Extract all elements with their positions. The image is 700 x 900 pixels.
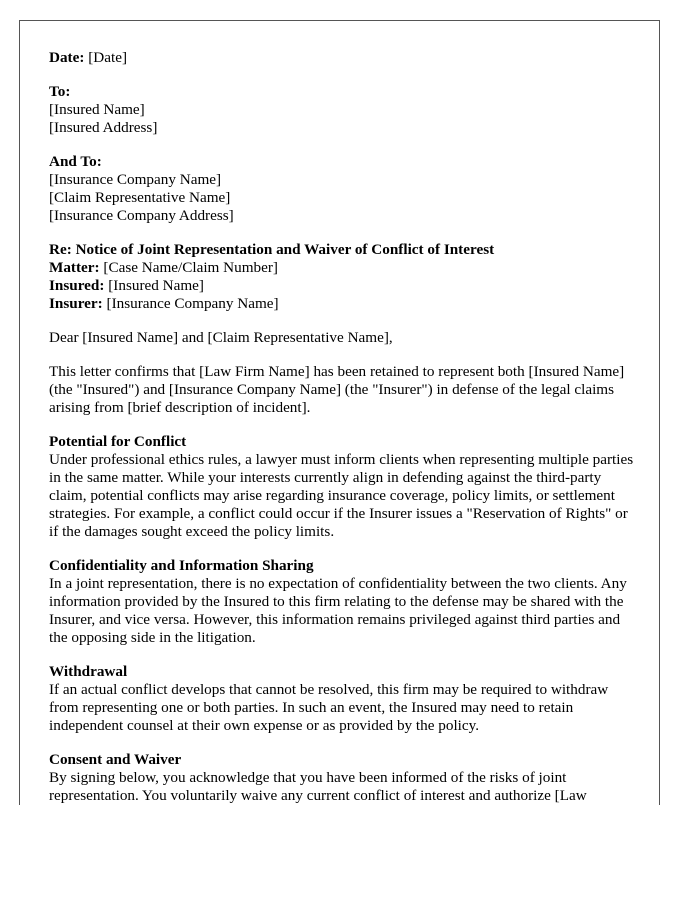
insurance-company-name: [Insurance Company Name] — [49, 171, 222, 188]
salutation: Dear [Insured Name] and [Claim Representative Name], — [49, 329, 393, 346]
intro-paragraph: This letter confirms that [Law Firm Name] has been retained to represent both [Insured Name] (the "Insured") and [Insurance Company Name] (the "Insurer") in defense of the legal claims arising from [brief description of incident]. — [49, 363, 625, 416]
and-to-block — [49, 153, 639, 225]
matter-line — [49, 259, 639, 277]
insured-label: Insured: — [49, 277, 105, 294]
section-consent-waiver — [49, 751, 639, 805]
section-heading: Withdrawal — [49, 663, 128, 680]
insurer-label: Insurer: — [49, 295, 103, 312]
insured-name: [Insured Name] — [49, 101, 145, 118]
section-heading: Confidentiality and Information Sharing — [49, 557, 314, 574]
claim-representative-name: [Claim Representative Name] — [49, 189, 231, 206]
and-to-label: And To: — [49, 153, 102, 170]
insurance-company-address: [Insurance Company Address] — [49, 207, 234, 224]
to-label: To: — [49, 83, 71, 100]
section-potential-conflict — [49, 433, 639, 541]
section-withdrawal — [49, 663, 639, 735]
date-label: Date: — [49, 49, 85, 66]
section-body: Under professional ethics rules, a lawyer must inform clients when representing multiple parties in the same matter. While your interests currently align in defending against the third-party claim, potential conflicts may arise regarding insurance coverage, policy limits, or settlement strategies. For example, a conflict could occur if the Insurer issues a "Reservation of Rights" or if the damages sought exceed the policy limits. — [49, 451, 634, 540]
date-block — [49, 49, 639, 67]
insurer-line — [49, 295, 639, 313]
matter-label: Matter: — [49, 259, 100, 276]
section-heading: Potential for Conflict — [49, 433, 187, 450]
date-value: [Date] — [88, 49, 128, 66]
letter-page — [19, 20, 660, 805]
re-block — [49, 241, 639, 313]
insured-line — [49, 277, 639, 295]
matter-value: [Case Name/Claim Number] — [103, 259, 278, 276]
to-block — [49, 83, 639, 137]
section-body: If an actual conflict develops that cannot be resolved, this firm may be required to withdraw from representing one or both parties. In such an event, the Insured may need to retain independent counsel at their own expense or as provided by the policy. — [49, 681, 609, 734]
re-subject: Re: Notice of Joint Representation and Waiver of Conflict of Interest — [49, 241, 495, 258]
section-heading: Consent and Waiver — [49, 751, 182, 768]
letter-content — [49, 49, 639, 805]
insured-address: [Insured Address] — [49, 119, 158, 136]
section-body: By signing below, you acknowledge that you have been informed of the risks of joint representation. You voluntarily waive any current conflict of interest and authorize [Law — [49, 769, 587, 804]
section-body: In a joint representation, there is no expectation of confidentiality between the two clients. Any information provided by the Insured to this firm relating to the defense may be shared with the Insurer, and vice versa. However, this information remains privileged against third parties and the opposing side in the litigation. — [49, 575, 627, 646]
insurer-value: [Insurance Company Name] — [106, 295, 279, 312]
section-confidentiality — [49, 557, 639, 647]
insured-value: [Insured Name] — [108, 277, 204, 294]
